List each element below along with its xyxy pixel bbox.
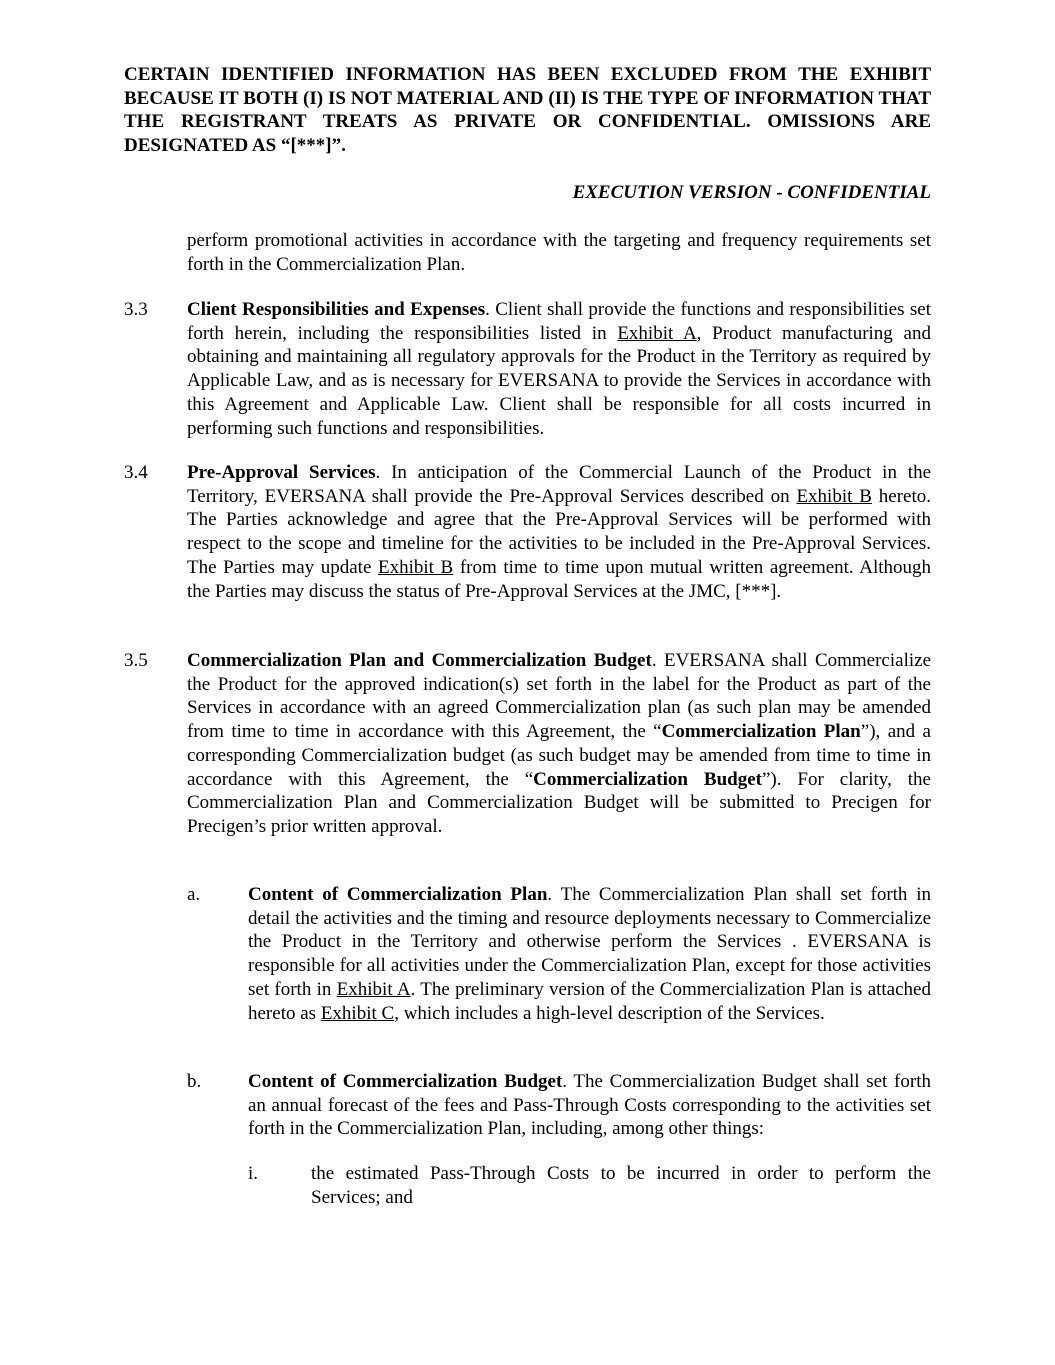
section-title: Pre-Approval Services: [187, 462, 376, 483]
section-text: . In anticipation of the Commercial Launch of the Product in the Territory, EVERSANA shall provide the Pre-Approval Services described on: [187, 462, 931, 507]
section-body: [187, 649, 931, 839]
item-text: the estimated Pass-Through Costs to be incurred in order to perform the Services; and: [311, 1163, 931, 1208]
section-number: 3.3: [124, 299, 148, 320]
exhibit-b-link[interactable]: Exhibit B: [378, 556, 454, 578]
section-3-3: [124, 298, 931, 440]
section-title: Client Responsibilities and Expenses: [187, 299, 486, 320]
section-text: from time to time upon mutual written agreement. Although the Parties may discuss the status of Pre-Approval Services at the JMC, [***].: [187, 556, 932, 602]
exhibit-b-link[interactable]: Exhibit B: [796, 485, 872, 507]
continuation-text: perform promotional activities in accordance with the targeting and frequency requirements set forth in the Commercialization Plan.: [187, 230, 931, 275]
exhibit-a-link[interactable]: Exhibit A: [617, 322, 697, 344]
subsection-title: Content of Commercialization Plan: [248, 884, 548, 905]
subsection-title: Content of Commercialization Budget: [248, 1071, 563, 1092]
section-number: 3.4: [124, 462, 148, 483]
subsection-a: [187, 883, 931, 1025]
subsection-text: . The Commercialization Budget shall set forth an annual forecast of the fees and Pass-Through Costs corresponding to the activities set forth in the Commercialization Plan, including, among other things:: [248, 1071, 931, 1140]
section-text: hereto. The Parties acknowledge and agree that the Pre-Approval Services will be performed with respect to the scope and timeline for the activities to be included in the Pre-Approval Services. The Parties may update: [187, 485, 931, 578]
subsection-body: [248, 1070, 931, 1141]
subsection-body: [248, 883, 931, 1025]
section-body: [187, 298, 931, 440]
item-i: [248, 1162, 931, 1209]
subsection-b: [187, 1070, 931, 1141]
defined-term: Commercialization Plan: [661, 721, 861, 743]
subsection-number: a.: [187, 884, 201, 905]
section-text: . Client shall provide the functions and responsibilities set forth herein, including the responsibilities listed in: [187, 299, 931, 344]
redaction-notice: CERTAIN IDENTIFIED INFORMATION HAS BEEN EXCLUDED FROM THE EXHIBIT BECAUSE IT BOTH (I) IS NOT MATERIAL AND (II) IS THE TYPE OF INFORMATION THAT THE REGISTRANT TREATS AS PRIVATE OR CONFIDENTIAL. OMISSIONS ARE DESIGNATED AS “[***]”.: [124, 64, 931, 157]
section-3-5: [124, 649, 931, 839]
section-number: 3.5: [124, 650, 148, 671]
exhibit-a-link[interactable]: Exhibit A: [336, 978, 411, 1000]
item-number: i.: [248, 1163, 259, 1184]
section-body: [187, 461, 931, 603]
exhibit-c-link[interactable]: Exhibit C: [320, 1002, 395, 1024]
section-3-4: [124, 461, 931, 603]
section-text: . EVERSANA shall Commercialize the Product for the approved indication(s) set forth in the label for the Product as part of the Services in accordance with an agreed Commercialization plan (as such plan may be amended from time to time in accordance with this Agreement, the “: [187, 650, 932, 743]
subsection-text: , which includes a high-level description of the Services.: [394, 1002, 825, 1024]
section-text: ”). For clarity, the Commercialization Plan and Commercialization Budget will be submitted to Precigen for Precigen’s prior written approval.: [187, 768, 931, 837]
continuation-paragraph: [124, 229, 931, 276]
subsection-number: b.: [187, 1071, 202, 1092]
section-title: Commercialization Plan and Commercialization Budget: [187, 650, 652, 671]
defined-term: Commercialization Budget: [533, 768, 762, 790]
section-text: , Product manufacturing and obtaining and maintaining all regulatory approvals for the Product in the Territory as required by Applicable Law, and as is necessary for EVERSANA to provide the Services in accordance with this Agreement and Applicable Law. Client shall be responsible for all costs incurred in performing such functions and responsibilities.: [187, 322, 931, 439]
section-text: ”), and a corresponding Commercialization budget (as such budget may be amended from time to time in accordance with this Agreement, the “: [187, 721, 931, 790]
subsection-text: . The Commercialization Plan shall set forth in detail the activities and the timing and resource deployments necessary to Commercialize the Product in the Territory and otherwise perform the Services . EVERSANA is responsible for all activities under the Commercialization Plan, except for those activities set forth in: [248, 884, 932, 1000]
execution-version-label: EXECUTION VERSION - CONFIDENTIAL: [572, 182, 931, 203]
subsection-text: . The preliminary version of the Commercialization Plan is attached hereto as: [248, 978, 931, 1024]
